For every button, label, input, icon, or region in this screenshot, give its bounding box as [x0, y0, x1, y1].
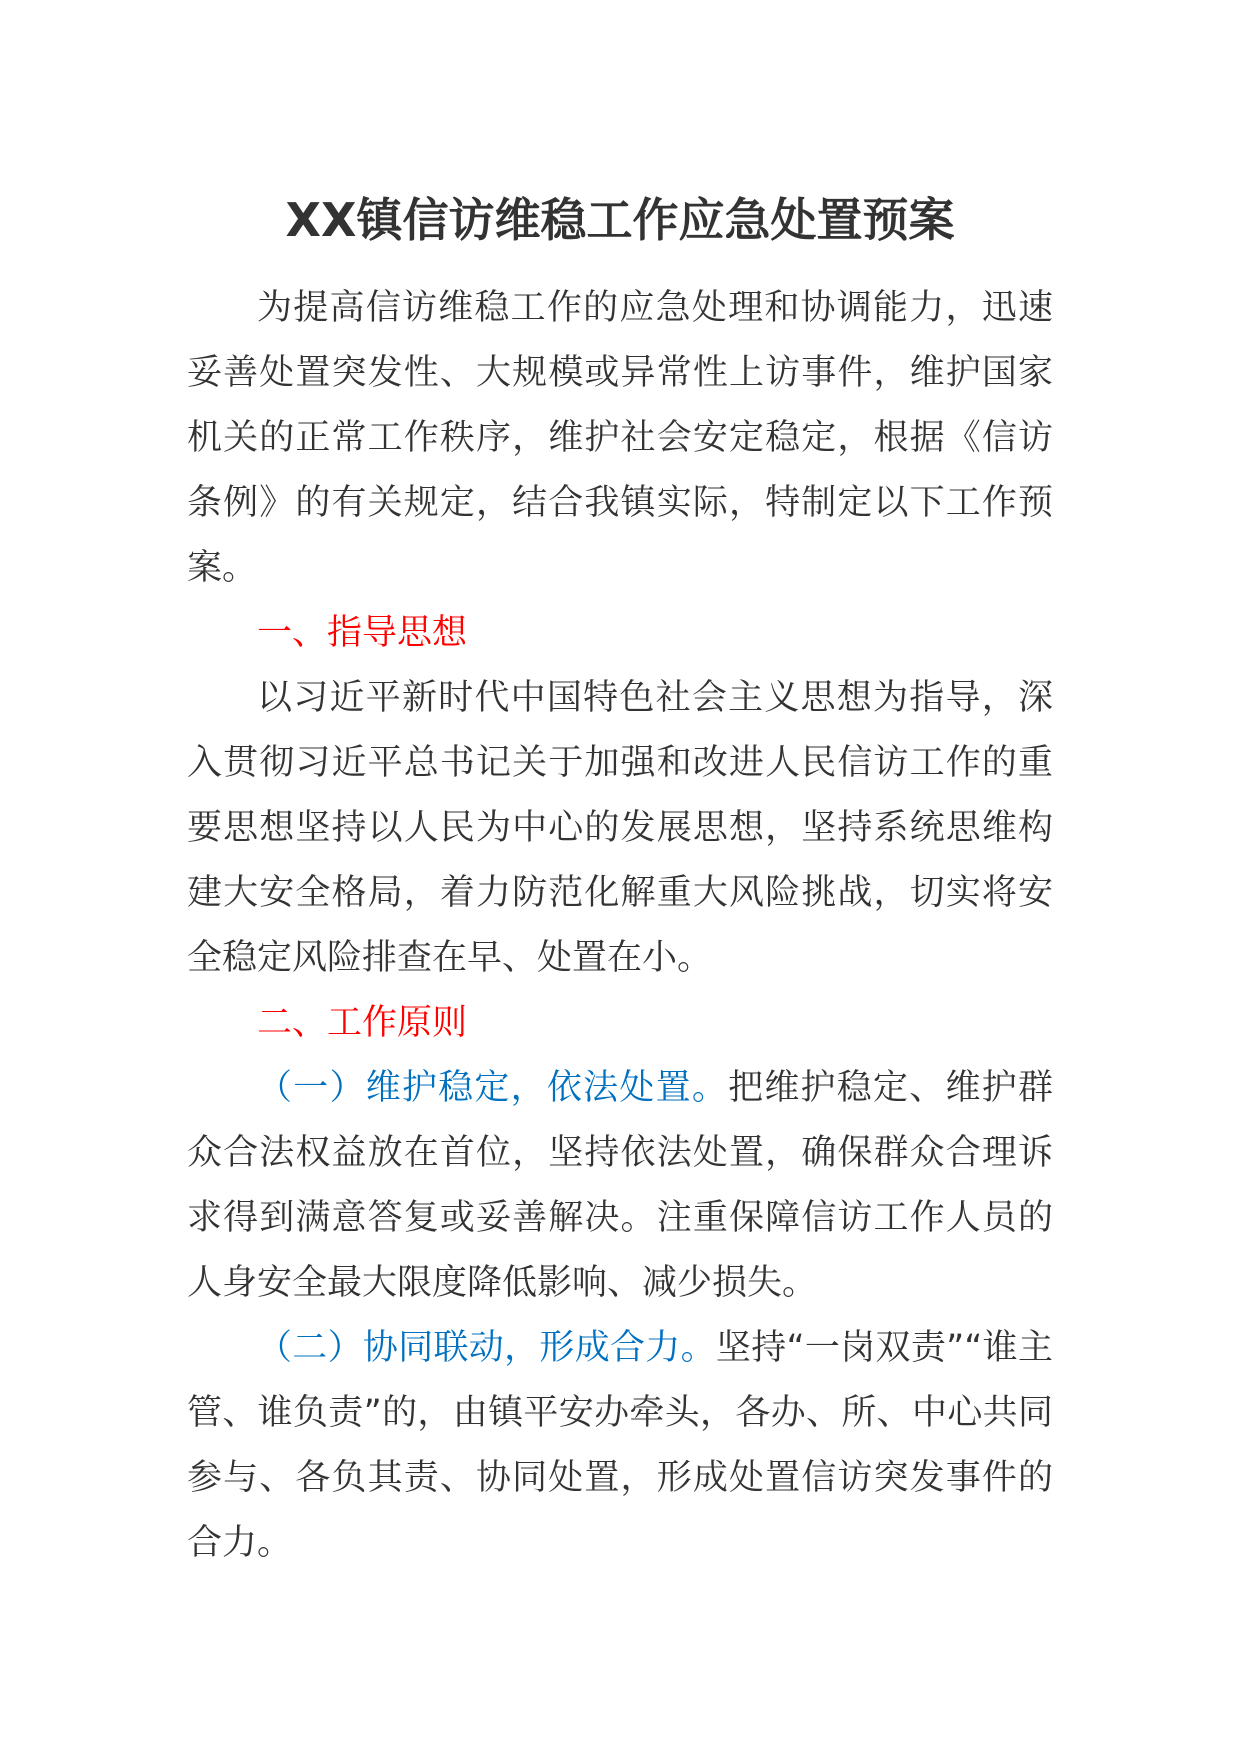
section-paragraph-guiding-ideology: 以习近平新时代中国特色社会主义思想为指导，深入贯彻习近平总书记关于加强和改进人民信访工作的重要思想坚持以人民为中心的发展思想，坚持系统思维构建大安全格局，着力防范化解重大风险挑战，切实将安全稳定风险排查在早、处置在小。	[187, 678, 1053, 978]
principle-item-1-lead: （一）维护稳定，依法处置。	[257, 1068, 729, 1108]
principle-item-2-text: 坚持“一岗双责”“谁主管、谁负责”的，由镇平安办牵头，各办、所、中心共同参与、各负其责、协同处置，形成处置信访突发事件的合力。	[187, 1328, 1053, 1563]
document-body	[187, 276, 1053, 1576]
document-title: XX镇信访维稳工作应急处置预案	[285, 193, 955, 247]
principle-item-2-lead: （二）协同联动，形成合力。	[257, 1328, 716, 1368]
section-heading-guiding-ideology: 一、指导思想	[257, 613, 468, 653]
section-heading-work-principles: 二、工作原则	[257, 1003, 468, 1043]
principle-item-1-text: 把维护稳定、维护群众合法权益放在首位，坚持依法处置，确保群众合理诉求得到满意答复或妥善解决。注重保障信访工作人员的人身安全最大限度降低影响、减少损失。	[187, 1068, 1053, 1303]
intro-paragraph: 为提高信访维稳工作的应急处理和协调能力，迅速妥善处置突发性、大规模或异常性上访事件，维护国家机关的正常工作秩序，维护社会安定稳定，根据《信访条例》的有关规定，结合我镇实际，特制定以下工作预案。	[187, 288, 1053, 588]
principle-item-1	[187, 1056, 1053, 1316]
principle-item-2	[187, 1316, 1053, 1576]
